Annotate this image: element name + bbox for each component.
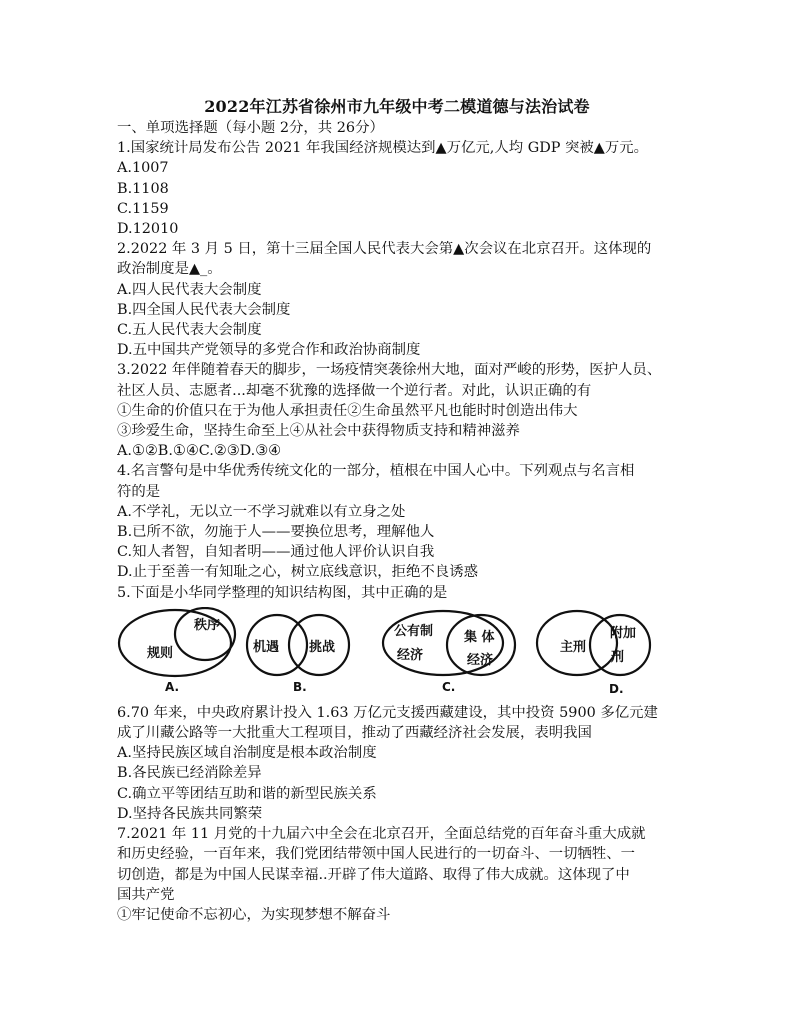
page-title: 2022年江苏省徐州市九年级中考二模道德与法治试卷 (204, 97, 590, 116)
diagram-a-inner-label: 秩序 (194, 617, 221, 633)
option-c: C.确立平等团结互助和谐的新型民族关系 (117, 785, 377, 802)
diagram-d (537, 611, 650, 696)
option-c: C.五人民代表大会制度 (117, 322, 262, 339)
option-b: B.四全国人民代表大会制度 (117, 301, 291, 318)
diagram-d-right-label-1: 附加 (610, 625, 637, 641)
option-a: A.1007 (117, 160, 169, 177)
question-stem: 3.2022 年伴随着春天的脚步，一场疫情突袭徐州大地，面对严峻的形势，医护人员、 (117, 362, 662, 379)
question-stem: 切创造，都是为中国人民谋幸福..开辟了伟大道路、取得了伟大成就。这体现了中 (117, 866, 630, 883)
diagram-c-caption: C. (442, 679, 456, 694)
diagram-c-outer-label-1: 公有制 (394, 623, 434, 639)
option-a: A.坚持民族区域自治制度是根本政治制度 (117, 745, 377, 762)
statement-item: ③珍爱生命，坚持生命至上④从社会中获得物质支持和精神滋养 (117, 423, 520, 440)
question-stem: 4.名言警句是中华优秀传统文化的一部分，植根在中国人心中。下列观点与名言相 (117, 463, 635, 480)
diagram-c-inner-label-1: 集 体 (464, 629, 495, 645)
diagram-b-left-label: 机遇 (253, 639, 280, 655)
diagram-c (383, 611, 515, 694)
question-stem: 社区人员、志愿者...却毫不犹豫的选择做一个逆行者。对此，认识正确的有 (117, 382, 592, 399)
question-stem: 国共产党 (117, 886, 175, 903)
question-stem: 1.国家统计局发布公告 2021 年我国经济规模达到▲万亿元,人均 GDP 突被▲万元。 (117, 140, 649, 157)
diagram-d-right-circle (590, 615, 650, 675)
option-b: B.1108 (117, 180, 169, 197)
statement-item: ①牢记使命不忘初心，为实现梦想不解奋斗 (117, 906, 391, 923)
option-d: D.12010 (117, 221, 179, 238)
statement-item: ①生命的价值只在于为他人承担责任②生命虽然平凡也能时时创造出伟大 (117, 402, 578, 419)
option-line: A.①②B.①④C.②③D.③④ (117, 443, 281, 460)
diagram-b-right-label: 挑战 (309, 639, 336, 655)
question-stem: 成了川藏公路等一大批重大工程项目，推动了西藏经济社会发展，表明我国 (117, 725, 592, 742)
option-a: A.不学礼，无以立一不学习就难以有立身之处 (117, 503, 406, 520)
question-stem: 符的是 (117, 483, 161, 500)
question-stem: 2.2022 年 3 月 5 日，第十三届全国人民代表大会第▲次会议在北京召开。这体现的 (117, 241, 652, 258)
section-heading: 一、单项选择题（每小题 2分，共 26分） (117, 120, 384, 136)
option-c: C.1159 (117, 200, 169, 217)
option-d: D.止于至善一有知耻之心，树立底线意识，拒绝不良诱惑 (117, 564, 478, 581)
option-a: A.四人民代表大会制度 (117, 281, 262, 298)
diagram-d-caption: D. (609, 681, 624, 696)
question-body (117, 118, 697, 925)
diagram-c-inner-label-2: 经济 (467, 652, 494, 668)
question-stem: 和历史经验，一百年来，我们党团结带领中国人民进行的一切奋斗、一切牺牲、一 (117, 846, 636, 863)
option-b: B.已所不欲，勿施于人——要换位思考，理解他人 (117, 524, 435, 541)
diagram-c-outer-label-2: 经济 (397, 647, 424, 663)
diagram-b (247, 615, 349, 694)
knowledge-diagrams (117, 607, 697, 699)
question-stem: 5.下面是小华同学整理的知识结构图，其中正确的是 (117, 584, 448, 601)
option-d: D.坚持各民族共同繁荣 (117, 805, 263, 822)
option-b: B.各民族已经消除差异 (117, 765, 262, 782)
diagram-d-right-label-2: 刑 (611, 649, 625, 665)
diagram-d-left-label: 主刑 (560, 639, 587, 655)
diagram-a (119, 608, 235, 694)
question-stem: 7.2021 年 11 月党的十九届六中全会在北京召开，全面总结党的百年奋斗重大成就 (117, 826, 646, 843)
question-stem: 6.70 年来，中央政府累计投入 1.63 万亿元支援西藏建设，其中投资 5900 多亿元建 (117, 704, 658, 721)
diagram-b-caption: B. (293, 679, 307, 694)
diagram-a-outer-label: 规则 (147, 645, 174, 661)
diagram-a-caption: A. (165, 679, 180, 694)
question-stem: 政治制度是▲_。 (117, 261, 222, 278)
option-c: C.知人者智，自知者明——通过他人评价认识自我 (117, 544, 435, 561)
option-d: D.五中国共产党领导的多党合作和政治协商制度 (117, 342, 421, 359)
